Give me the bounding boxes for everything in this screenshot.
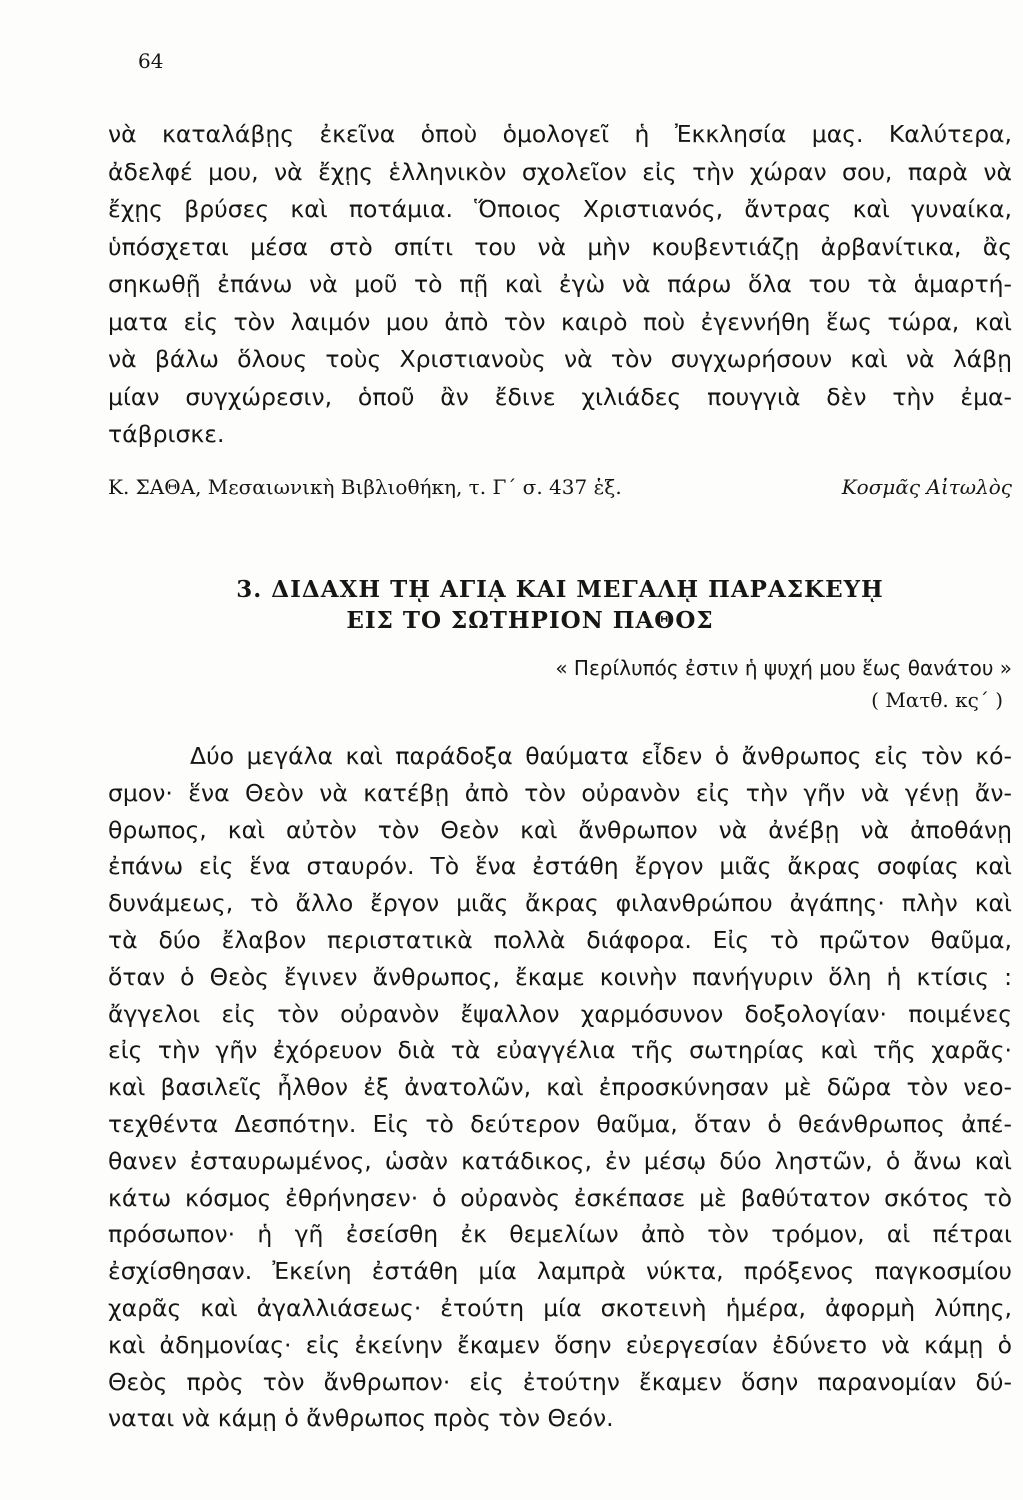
text-line: θρωπος, καὶ αὐτὸν τὸν Θεὸν καὶ ἄνθρωπον νὰ ἀνέβῃ νὰ ἀποθάνῃ [108,815,1012,844]
text-line: τάβρισκε. [108,420,225,448]
text-line: ὑπόσχεται μέσα στὸ σπίτι του νὰ μὴν κουβεντιάζῃ ἀρβανίτικα, ἂς [108,232,1012,261]
page-number: 64 [138,49,164,73]
passage-2 [108,738,1012,1437]
text-line: μίαν συγχώρεσιν, ὁποῦ ἂν ἔδινε χιλιάδες πουγγιὰ δὲν τὴν ἐμα- [108,382,1012,411]
text-line: χαρᾶς καὶ ἀγαλλιάσεως· ἐτούτη μία σκοτεινὴ ἡμέρα, ἀφορμὴ λύπης, [108,1293,1012,1322]
text-line: σηκωθῇ ἐπάνω νὰ μοῦ τὸ πῇ καὶ ἐγὼ νὰ πάρω ὅλα του τὰ ἁμαρτή- [108,270,1012,298]
text-line: ματα εἰς τὸν λαιμόν μου ἀπὸ τὸν καιρὸ ποὺ ἐγεννήθη ἕως τώρα, καὶ [108,307,1012,336]
citation-author: Κοσμᾶς Αἰτωλὸς [841,475,1012,499]
text-line: ἐπάνω εἰς ἕνα σταυρόν. Τὸ ἕνα ἐστάθη ἔργον μιᾶς ἄκρας σοφίας καὶ [108,852,1012,881]
text-line: νὰ καταλάβῃς ἐκεῖνα ὁποὺ ὁμολογεῖ ἡ Ἐκκλησία μας. Καλύτερα, [108,120,1012,148]
text-line: ἔχῃς βρύσες καὶ ποτάμια. Ὅποιος Χριστιανός, ἄντρας καὶ γυναίκα, [108,195,1012,223]
text-line: σμον· ἕνα Θεὸν νὰ κατέβῃ ἀπὸ τὸν οὐρανὸν εἰς τὴν γῆν νὰ γένῃ ἄν- [108,778,1012,807]
text-line: κάτω κόσμος ἐθρήνησεν· ὁ οὐρανὸς ἐσκέπασε μὲ βαθύτατον σκότος τὸ [108,1183,1012,1212]
text-line: ἐσχίσθησαν. Ἐκείνη ἐστάθη μία λαμπρὰ νύκτα, πρόξενος παγκοσμίου [108,1257,1012,1286]
text-line: ναται νὰ κάμῃ ὁ ἄνθρωπος πρὸς τὸν Θεόν. [108,1404,614,1433]
text-line: Δύο μεγάλα καὶ παράδοξα θαύματα εἶδεν ὁ ἄνθρωπος εἰς τὸν κό- [190,742,1012,770]
text-line: ἄγγελοι εἰς τὸν οὐρανὸν ἔψαλλον χαρμόσυνον δοξολογίαν· ποιμένες [108,999,1012,1028]
text-line: εἰς τὴν γῆν ἐχόρευον διὰ τὰ εὐαγγέλια τῆς σωτηρίας καὶ τῆς χαρᾶς· [108,1036,1012,1065]
citation [108,472,1012,502]
text-line: θανεν ἐσταυρωμένος, ὡσὰν κατάδικος, ἐν μέσῳ δύο ληστῶν, ὁ ἄνω καὶ [108,1146,1012,1175]
heading-line-1: 3. ΔΙΔΑΧΗ Τῌ ΑΓΙᾼ ΚΑΙ ΜΕΓΑΛῌ ΠΑΡΑΣΚΕΥῌ [236,576,884,603]
text-line: Θεὸς πρὸς τὸν ἄνθρωπον· εἰς ἐτούτην ἔκαμεν ὅσην παρανομίαν δύ- [108,1367,1012,1396]
text-line: πρόσωπον· ἡ γῆ ἐσείσθη ἐκ θεμελίων ἀπὸ τὸν τρόμον, αἱ πέτραι [108,1220,1012,1249]
epigraph-quote: « Περίλυπός ἐστιν ἡ ψυχή μου ἕως θανάτου » [555,656,1012,680]
text-line: τὰ δύο ἔλαβον περιστατικὰ πολλὰ διάφορα. Εἰς τὸ πρῶτον θαῦμα, [108,925,1012,954]
epigraph [108,653,1012,717]
text-line: τεχθέντα Δεσπότην. Εἰς τὸ δεύτερον θαῦμα, ὅταν ὁ θεάνθρωπος ἀπέ- [108,1109,1012,1138]
text-line: ὅταν ὁ Θεὸς ἔγινεν ἄνθρωπος, ἔκαμε κοινὴν πανήγυριν ὅλη ἡ κτίσις : [108,962,1012,991]
section-heading [108,574,1012,636]
heading-line-2: ΕΙΣ ΤΟ ΣΩΤΗΡΙΟΝ ΠΑΘΟΣ [346,607,714,634]
passage-1 [108,116,1012,454]
citation-source: Κ. ΣΑΘΑ, Μεσαιωνικὴ Βιβλιοθήκη, τ. Γ΄ σ. 437 ἑξ. [108,475,622,499]
text-line: καὶ ἀδημονίας· εἰς ἐκείνην ἔκαμεν ὅσην εὐεργεσίαν ἐδύνετο νὰ κάμῃ ὁ [108,1330,1012,1359]
text-line: δυνάμεως, τὸ ἄλλο ἔργον μιᾶς ἄκρας φιλανθρώπου ἀγάπης· πλὴν καὶ [108,889,1012,918]
text-line: ἀδελφέ μου, νὰ ἔχῃς ἑλληνικὸν σχολεῖον εἰς τὴν χώραν σου, παρὰ νὰ [108,157,1012,186]
epigraph-reference: ( Ματθ. κς΄ ) [871,688,1003,712]
text-line: νὰ βάλω ὅλους τοὺς Χριστιανοὺς νὰ τὸν συγχωρήσουν καὶ νὰ λάβῃ [108,345,1012,373]
text-line: καὶ βασιλεῖς ἦλθον ἐξ ἀνατολῶν, καὶ ἐπροσκύνησαν μὲ δῶρα τὸν νεο- [108,1073,1012,1102]
